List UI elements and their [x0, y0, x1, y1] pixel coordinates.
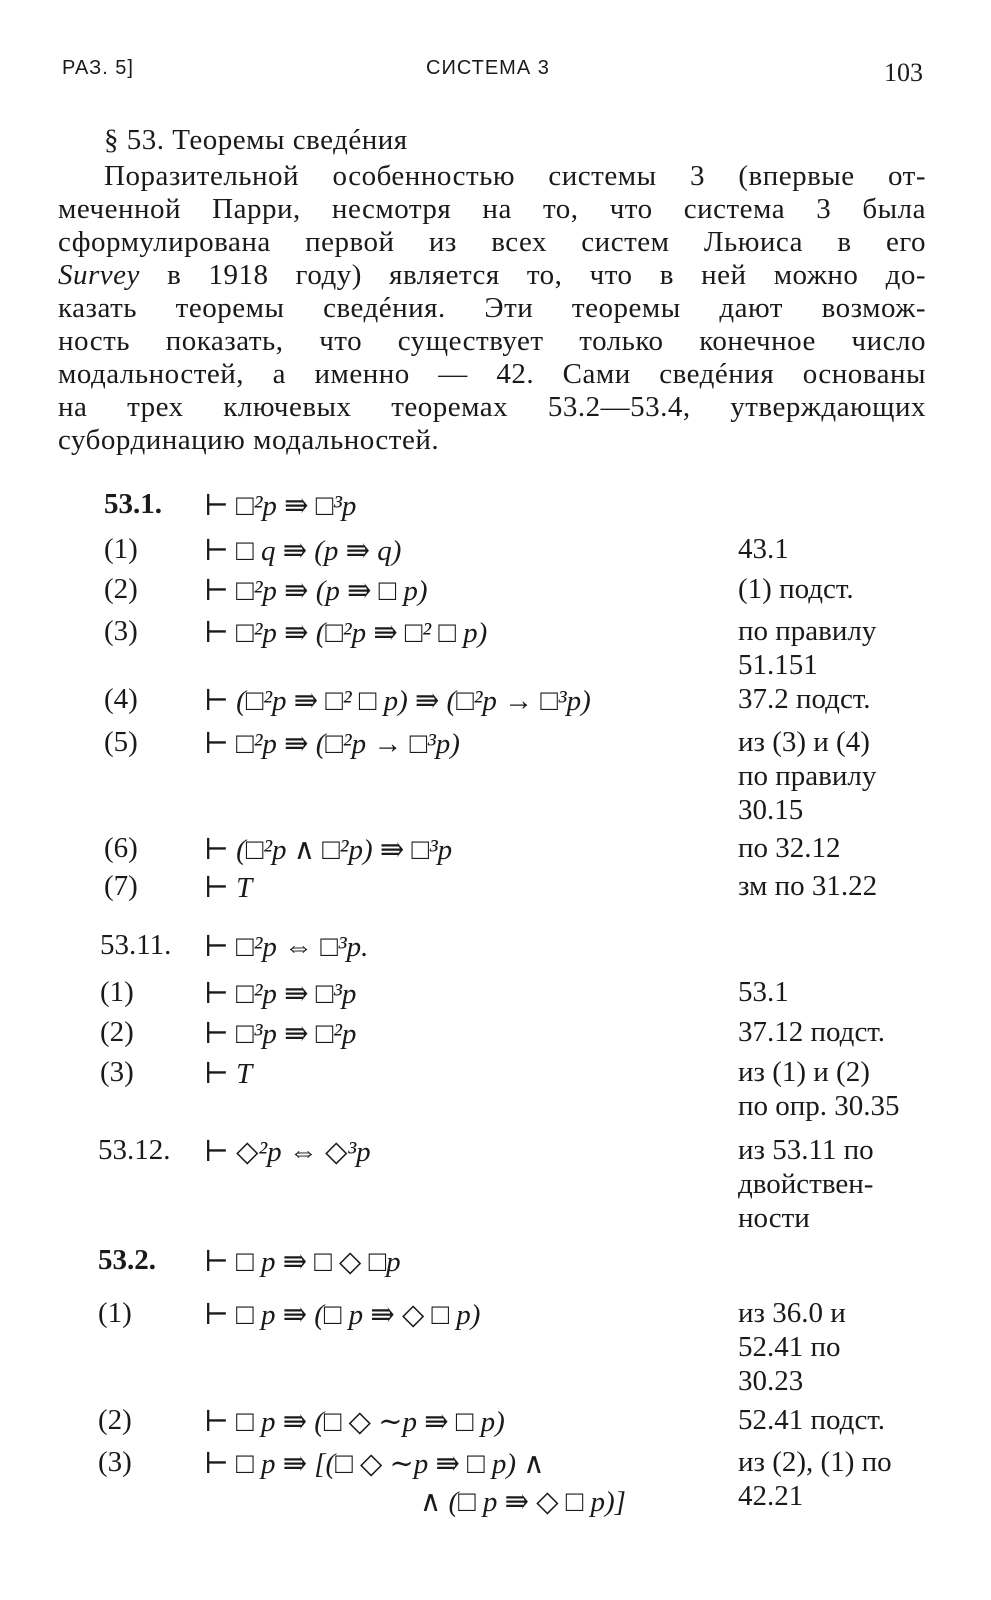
- formula-continuation: ∧ (□ p ⇛ ◇ □ p)]: [420, 1486, 626, 1518]
- line-number: (2): [100, 1016, 134, 1048]
- justification: из (2), (1) по: [738, 1446, 892, 1478]
- line-number: (1): [100, 976, 134, 1008]
- justification: 37.2 подст.: [738, 683, 871, 715]
- paragraph-line: сформулирована первой из всех систем Льюиса в его: [58, 226, 926, 258]
- justification: 53.1: [738, 976, 789, 1008]
- paragraph-line: ность показать, что существует только конечное число: [58, 325, 926, 357]
- paragraph-line: меченной Парри, несмотря на то, что система 3 была: [58, 193, 926, 225]
- formula: ⊢ □²p ⇛ □³p: [204, 978, 357, 1010]
- line-number: 53.12.: [98, 1134, 171, 1166]
- justification: 52.41 по: [738, 1331, 841, 1363]
- line-number: (2): [104, 573, 138, 605]
- formula: ⊢ □³p ⇛ □²p: [204, 1018, 357, 1050]
- line-number: (2): [98, 1404, 132, 1436]
- justification: ности: [738, 1202, 810, 1234]
- formula: ⊢ □²p ⇛ (□²p → □³p): [204, 728, 460, 760]
- line-number: (3): [98, 1446, 132, 1478]
- line-number: (6): [104, 832, 138, 864]
- paragraph-line: на трех ключевых теоремах 53.2—53.4, утверждающих: [58, 391, 926, 423]
- justification: (1) подст.: [738, 573, 854, 605]
- line-number: 53.11.: [100, 929, 172, 961]
- line-number: (1): [104, 533, 138, 565]
- formula: ⊢ □ p ⇛ [(□ ◇ ∼p ⇛ □ p) ∧: [204, 1448, 545, 1480]
- paragraph-line: субординацию модальностей.: [58, 424, 440, 456]
- formula: ⊢ □ p ⇛ (□ ◇ ∼p ⇛ □ p): [204, 1406, 505, 1438]
- formula: ⊢ (□²p ∧ □²p) ⇛ □³p: [204, 834, 453, 866]
- justification: из 53.11 по: [738, 1134, 874, 1166]
- formula: ⊢ □²p ⇛ (p ⇛ □ p): [204, 575, 428, 607]
- line-number: (3): [104, 615, 138, 647]
- justification: 51.151: [738, 649, 818, 681]
- running-header-left: РАЗ. 5]: [62, 57, 134, 79]
- justification: двойствен-: [738, 1168, 874, 1200]
- justification: 30.15: [738, 794, 804, 826]
- formula: ⊢ ◇²p ⇔ ◇³p: [204, 1136, 371, 1168]
- justification: 30.23: [738, 1365, 804, 1397]
- justification: из (3) и (4): [738, 726, 870, 758]
- line-number: 53.1.: [104, 488, 162, 520]
- justification: по опр. 30.35: [738, 1090, 900, 1122]
- formula: ⊢ □²p ⇛ (□²p ⇛ □² □ p): [204, 617, 488, 649]
- justification: по правилу: [738, 615, 877, 647]
- line-number: (4): [104, 683, 138, 715]
- formula: ⊢ □²p ⇔ □³p.: [204, 931, 369, 963]
- survey-line-rest: в 1918 году) является то, что в ней можно до-: [139, 259, 926, 291]
- justification: по 32.12: [738, 832, 841, 864]
- line-number: (3): [100, 1056, 134, 1088]
- formula: ⊢ □ q ⇛ (p ⇛ q): [204, 535, 402, 567]
- paragraph-line: Поразительной особенностью системы 3 (впервые от-: [104, 160, 926, 192]
- line-number: (1): [98, 1297, 132, 1329]
- formula: ⊢ □²p ⇛ □³p: [204, 490, 357, 522]
- justification: из (1) и (2): [738, 1056, 870, 1088]
- paragraph-line: казать теоремы сведéния. Эти теоремы дают возмож-: [58, 292, 926, 324]
- page-number: 103: [884, 58, 923, 87]
- formula: ⊢ □ p ⇛ (□ p ⇛ ◇ □ p): [204, 1299, 481, 1331]
- running-header-center: СИСТЕМА 3: [426, 57, 550, 79]
- justification: 43.1: [738, 533, 789, 565]
- survey-title: Survey: [58, 259, 140, 291]
- line-number: (5): [104, 726, 138, 758]
- formula: ⊢ T: [204, 1058, 253, 1090]
- intro-paragraph: [58, 160, 926, 457]
- paragraph-line: модальностей, а именно — 42. Сами сведéния основаны: [58, 358, 926, 390]
- paragraph-line: [58, 259, 926, 292]
- justification: 42.21: [738, 1480, 804, 1512]
- line-number: (7): [104, 870, 138, 902]
- justification: 52.41 подст.: [738, 1404, 886, 1436]
- justification: зм по 31.22: [738, 870, 878, 902]
- formula: ⊢ □ p ⇛ □ ◇ □p: [204, 1246, 401, 1278]
- justification: из 36.0 и: [738, 1297, 846, 1329]
- formula: ⊢ (□²p ⇛ □² □ p) ⇛ (□²p → □³p): [204, 685, 591, 717]
- justification: по правилу: [738, 760, 877, 792]
- formula: ⊢ T: [204, 872, 253, 904]
- section-title: § 53. Теоремы сведéния: [104, 124, 408, 156]
- justification: 37.12 подст.: [738, 1016, 886, 1048]
- line-number: 53.2.: [98, 1244, 156, 1276]
